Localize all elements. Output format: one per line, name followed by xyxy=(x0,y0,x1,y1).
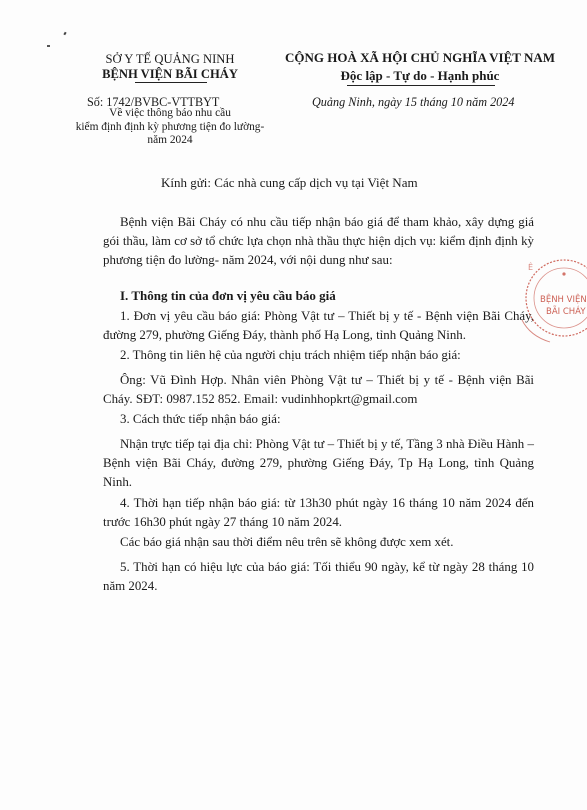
recipient-line: Kính gửi: Các nhà cung cấp dịch vụ tại Việt Nam xyxy=(161,175,418,190)
item-4: 4. Thời hạn tiếp nhận báo giá: từ 13h30 phút ngày 16 tháng 10 năm 2024 đến trước 16h30 phút ngày 27 tháng 10 năm 2024. xyxy=(103,496,534,529)
national-header xyxy=(270,50,570,84)
section-heading: I. Thông tin của đơn vị yêu cầu báo giá xyxy=(120,288,336,303)
document-date: Quảng Ninh, ngày 15 tháng 10 năm 2024 xyxy=(312,95,515,109)
item-2-detail: Ông: Vũ Đình Hợp. Nhân viên Phòng Vật tư – Thiết bị y tế - Bệnh viện Bãi Cháy. SĐT: 0987.152 852. Email: vudinhhopkrt@gmail.com xyxy=(103,373,534,406)
hospital-name: BỆNH VIỆN BÃI CHÁY xyxy=(102,67,238,81)
national-title: CỘNG HOÀ XÃ HỘI CHỦ NGHĨA VIỆT NAM xyxy=(284,50,556,65)
item-3: 3. Cách thức tiếp nhận báo giá: xyxy=(120,412,281,426)
hospital-seal xyxy=(520,250,587,350)
seal-graphic xyxy=(520,250,587,350)
item-3-detail: Nhận trực tiếp tại địa chỉ: Phòng Vật tư – Thiết bị y tế, Tầng 3 nhà Điều Hành – Bệnh viện Bãi Cháy, đường 279, phường Giếng Đáy, Tp Hạ Long, tỉnh Quảng Ninh. xyxy=(103,437,534,489)
intro-paragraph: Bệnh viện Bãi Cháy có nhu cầu tiếp nhận báo giá để tham khảo, xây dựng giá gói thầu, làm cơ sở tổ chức lựa chọn nhà thầu thực hiện dịch vụ: kiểm định định kỳ phương tiện đo lường- năm 2024, với nội dung như sau: xyxy=(103,215,534,267)
seal-text: BỆNH VIỆN xyxy=(540,295,587,305)
item-1: 1. Đơn vị yêu cầu báo giá: Phòng Vật tư – Thiết bị y tế - Bệnh viện Bãi Cháy, đường 279, phường Giếng Đáy, thành phố Hạ Long, tỉnh Quảng Ninh. xyxy=(103,309,534,342)
document-number: Số: 1742/BVBC-VTTBYT xyxy=(87,95,220,109)
scan-speck xyxy=(63,32,66,36)
document-subject xyxy=(60,107,280,148)
item-5: 5. Thời hạn có hiệu lực của báo giá: Tối thiểu 90 ngày, kể từ ngày 28 tháng 10 năm 2024. xyxy=(103,560,534,593)
motto-underline xyxy=(347,85,495,86)
subject-line: năm 2024 xyxy=(147,134,193,146)
issuer-underline xyxy=(135,82,207,83)
item-2: 2. Thông tin liên hệ của người chịu trách nhiệm tiếp nhận báo giá: xyxy=(120,348,461,362)
national-motto: Độc lập - Tự do - Hạnh phúc xyxy=(340,68,500,83)
seal-text: BÃI CHÁY xyxy=(546,307,586,317)
subject-line: kiểm định định kỳ phương tiện đo lường- xyxy=(75,120,265,133)
department-name: SỞ Y TẾ QUẢNG NINH xyxy=(105,52,235,66)
item-4-note: Các báo giá nhận sau thời điểm nêu trên sẽ không được xem xét. xyxy=(120,535,454,549)
issuer-block xyxy=(70,52,270,82)
scan-speck xyxy=(47,45,50,47)
subject-line: Về việc thông báo nhu cầu xyxy=(109,107,231,119)
svg-text:Ê: Ê xyxy=(528,263,534,272)
